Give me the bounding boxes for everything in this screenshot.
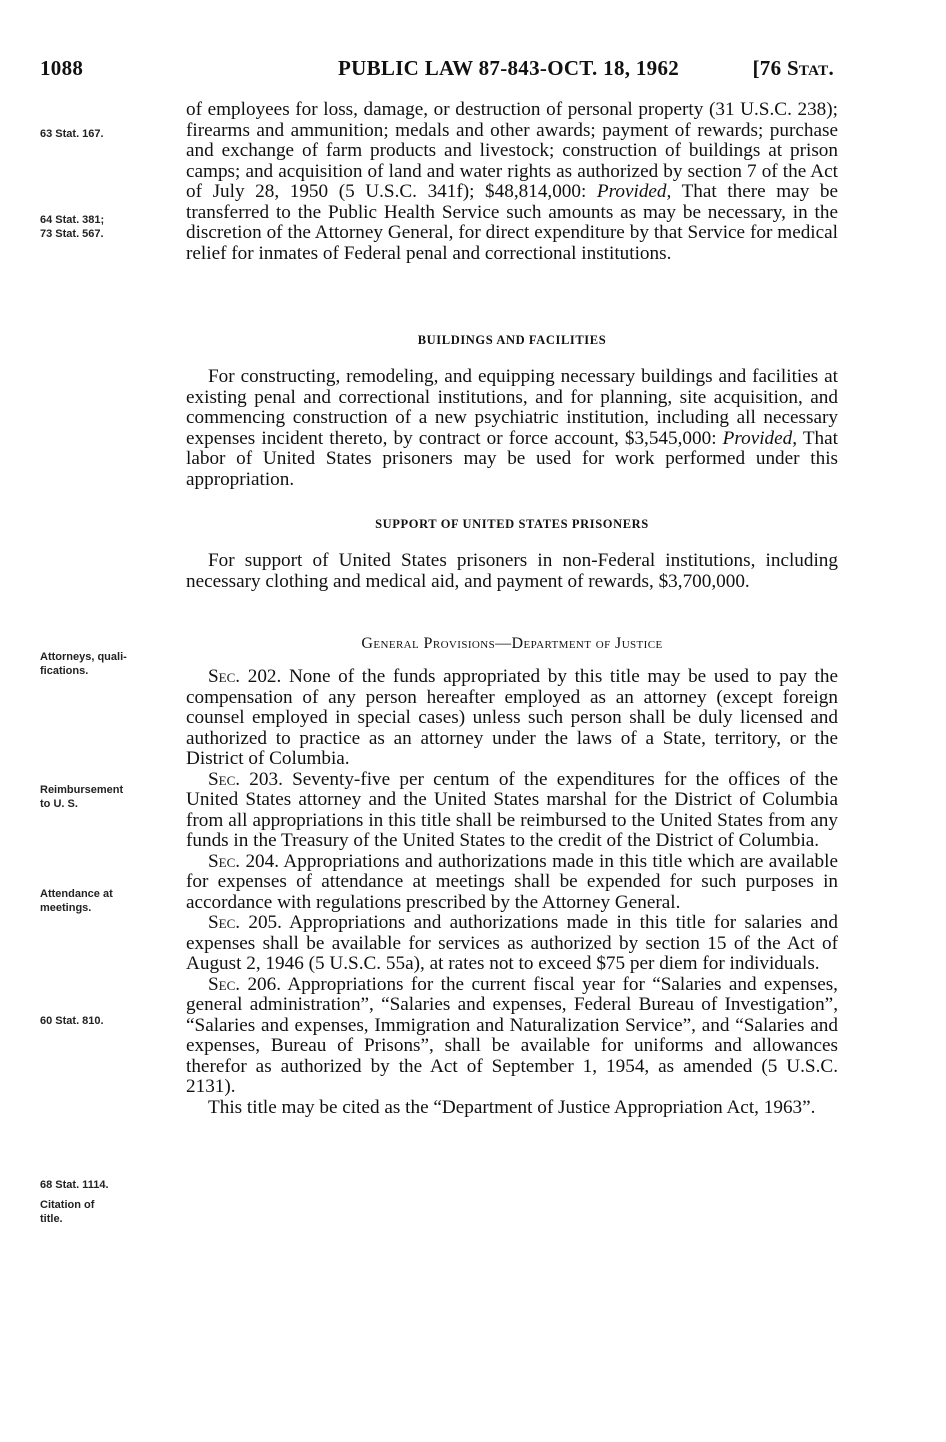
text-run: That there may be transferred to the Public Health Service such amounts as may be necessary, in the discretion of the Attorney General, for direct expenditure by that Service for medical relief for inmates of Federal penal and correctional institutions. — [186, 181, 838, 264]
section-heading-general-provisions: General Provisions—Department of Justice — [361, 635, 663, 652]
margin-note-64-stat — [40, 213, 180, 241]
text-run: None of the funds appropriated by this title may be used to pay the compensation of any person hereafter employed as an attorney (except foreign counsel employed in special cases) unless such person shall be duly licensed and authorized to practice as an attorney under the laws of a State, territory, or the District of Columbia. — [186, 666, 838, 769]
margin-note-line: to U. S. — [40, 798, 78, 810]
margin-note-63-stat: 63 Stat. 167. — [40, 128, 104, 140]
text-run: Appropriations for the current fiscal year for “Salaries and expenses, general administration”, “Salaries and expenses, Federal Bureau of Investigation”, “Salaries and expenses, Immigration and Naturalization Service”, and “Salaries and expenses, Bureau of Prisons”, shall be available for uniforms and allowances therefor as authorized by the Act of September 1, 1954, as amended (5 U.S.C. 2131). — [186, 973, 838, 1097]
section-205 — [186, 913, 838, 975]
margin-note-line: 73 Stat. 567. — [40, 228, 104, 240]
paragraph-text: For support of United States prisoners in non-Federal institutions, including necessary clothing and medical aid, and payment of rewards, $3,700,000. — [186, 550, 838, 592]
provided-italic: Provided, — [722, 427, 798, 449]
text-run: That labor of United States prisoners may be used for work performed under this appropriation. — [186, 427, 838, 490]
section-heading-buildings: BUILDINGS AND FACILITIES — [417, 333, 607, 347]
margin-note-line: fications. — [40, 665, 89, 677]
margin-note-60-stat: 60 Stat. 810. — [40, 1015, 104, 1027]
paragraph-salaries-continued — [186, 100, 838, 264]
section-204 — [186, 852, 838, 914]
section-heading-support: SUPPORT OF UNITED STATES PRISONERS — [375, 517, 649, 531]
section-label: Sec. 205. — [208, 912, 282, 933]
citation-paragraph: This title may be cited as the “Department of Justice Appropriation Act, 1963”. — [208, 1096, 816, 1118]
section-label: Sec. 202. — [208, 666, 282, 687]
page-number: 1088 — [40, 56, 84, 80]
margin-note-line: 64 Stat. 381; — [40, 214, 105, 226]
margin-note-reimbursement — [40, 783, 180, 811]
margin-note-line: Attendance at — [40, 888, 113, 900]
margin-note-line: title. — [40, 1213, 63, 1225]
margin-note-citation — [40, 1198, 180, 1226]
margin-note-line: Attorneys, quali- — [40, 651, 127, 663]
paragraph-buildings — [186, 367, 838, 490]
section-label: Sec. 204. — [208, 850, 280, 872]
text-run: of employees for loss, damage, or destruction of personal property (31 U.S.C. 238); firearms and ammunition; medals and other awards; payment of rewards; purchase and exchange of farm products and livestock; construction of buildings at prison camps; and acquisition of land and water rights as authorized by section 7 of the Act of July 28, 1950 (5 U.S.C. 341f); $48,814,000: — [186, 99, 838, 202]
section-206 — [186, 975, 838, 1098]
running-title: PUBLIC LAW 87-843-OCT. 18, 1962 — [338, 56, 680, 80]
margin-note-attorneys — [40, 650, 180, 678]
margin-note-line: Citation of — [40, 1199, 95, 1211]
text-run: Appropriations and authorizations made in this title for salaries and expenses shall be available for services as authorized by section 15 of the Act of August 2, 1946 (5 U.S.C. 55a), at rates not to exceed $75 per diem for individuals. — [186, 912, 838, 974]
text-run: Seventy-five per centum of the expenditures for the offices of the United States attorney and the United States marshal for the District of Columbia from all appropriations in this title shall be reimbursed to the United States from any funds in the Treasury of the United States to the credit of the District of Columbia. — [186, 768, 838, 851]
margin-note-68-stat: 68 Stat. 1114. — [40, 1179, 109, 1191]
paragraph-support — [186, 551, 838, 592]
general-provisions-body — [186, 667, 838, 1118]
text-run: For constructing, remodeling, and equipping necessary buildings and facilities at existing penal and correctional institutions, and for planning, site acquisition, and commencing construction of a new psychiatric institution, including all necessary expenses incident thereto, by contract or force account, $3,545,000: — [186, 366, 838, 449]
paragraph-text — [186, 367, 838, 490]
paragraph-text — [186, 100, 838, 264]
provided-italic: Provided, — [596, 181, 672, 202]
section-label: Sec. 206. — [208, 973, 282, 995]
margin-note-attendance — [40, 887, 180, 915]
section-203 — [186, 770, 838, 852]
section-202 — [186, 667, 838, 770]
volume-reference: [76 Stat. — [752, 56, 834, 80]
text-run: Appropriations and authorizations made in this title which are available for expenses of attendance at meetings shall be expended for such purposes in accordance with regulations prescribed by the Attorney General. — [186, 850, 838, 913]
margin-note-line: meetings. — [40, 902, 92, 914]
margin-note-line: Reimbursement — [40, 784, 124, 796]
section-label: Sec. 203. — [208, 768, 283, 790]
